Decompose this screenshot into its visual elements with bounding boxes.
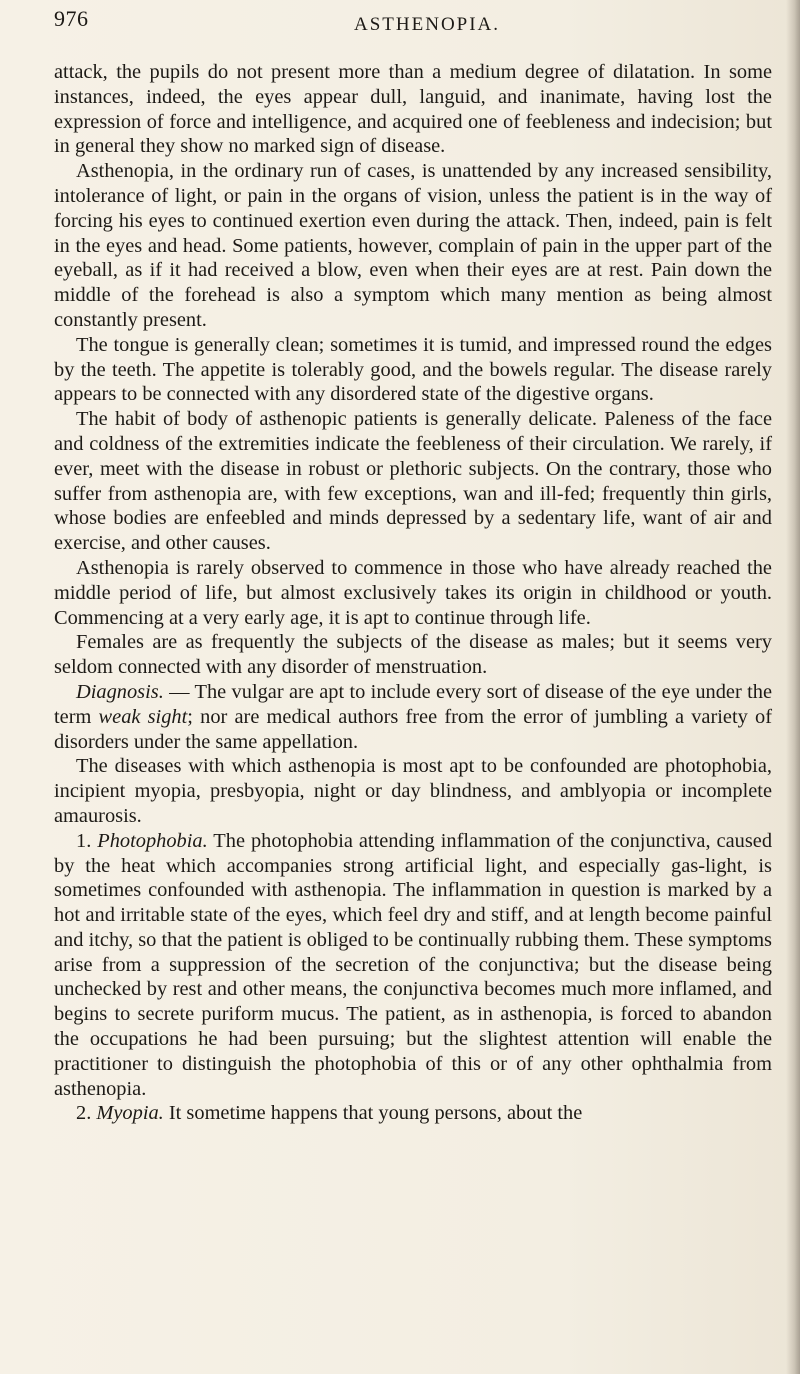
- weak-sight-term: weak sight: [98, 705, 188, 728]
- diagnosis-text: — The vulgar are apt to include every sort of disease of the eye under the term weak sight; nor are medical authors free from the error of jumbling a variety of disorders under the same appellation.: [54, 680, 772, 753]
- paragraph-1: [54, 60, 772, 159]
- paragraph-8-text: The diseases with which asthenopia is most apt to be confounded are photophobia, incipient myopia, presbyopia, night or day blindness, and amblyopia or incomplete amaurosis.: [54, 755, 772, 827]
- paragraph-3-text: The tongue is generally clean; sometimes it is tumid, and impressed round the edges by the teeth. The appetite is tolerably good, and the bowels regular. The disease rarely appears to be connected with any disordered state of the digestive organs.: [54, 333, 772, 406]
- paragraph-2-text: Asthenopia, in the ordinary run of cases, is unattended by any increased sensibility, intolerance of light, or pain in the organs of vision, unless the patient is in the way of forcing his eyes to continued exertion even during the attack. Then, indeed, pain is felt in the eyes and head. Some patients, however, complain of pain in the upper part of the eyeball, as if it had received a blow, even when their eyes are at rest. Pain down the middle of the forehead is also a symptom which many mention as being almost constantly present.: [54, 160, 772, 331]
- page-edge-shadow: [786, 0, 800, 1374]
- paragraph-diagnosis: [54, 680, 772, 754]
- paragraph-5: [54, 556, 772, 630]
- page-header: [54, 6, 774, 46]
- myopia-text: It sometime happens that young persons, about the: [163, 1102, 583, 1125]
- diagnosis-heading: Diagnosis.: [76, 680, 164, 703]
- paragraph-1-text: attack, the pupils do not present more than a medium degree of dilatation. In some instances, indeed, the eyes appear dull, languid, and inanimate, having lost the expression of force and intelligence, and acquired one of feebleness and indecision; but in general they show no marked sign of disease.: [54, 61, 772, 158]
- paragraph-5-text: Asthenopia is rarely observed to commence in those who have already reached the middle period of life, but almost exclusively takes its origin in childhood or youth. Commencing at a very early age, it is apt to continue through life.: [54, 556, 772, 629]
- paragraph-4: [54, 407, 772, 556]
- paragraph-6-text: Females are as frequently the subjects of the disease as males; but it seems very seldom connected with any disorder of menstruation.: [54, 631, 772, 679]
- paragraph-3: [54, 333, 772, 407]
- page-number: 976: [54, 6, 89, 31]
- paragraph-4-text: The habit of body of asthenopic patients is generally delicate. Paleness of the face and coldness of the extremities indicate the feebleness of their circulation. We rarely, if ever, meet with the disease in robust or plethoric subjects. On the contrary, those who suffer from asthenopia are, with few exceptions, wan and ill-fed; frequently thin girls, whose bodies are enfeebled and minds depressed by a sedentary life, want of air and exercise, and other causes.: [54, 408, 772, 555]
- photophobia-text: The photophobia attending inflammation of the conjunctiva, caused by the heat which accompanies strong artificial light, and especially gas-light, is sometimes confounded with asthenopia. The inflammation in question is marked by a hot and irritable state of the eyes, which feel dry and stiff, and at length become painful and itchy, so that the patient is obliged to be continually rubbing them. These symptoms arise from a suppression of the secretion of the conjunctiva; but the disease being unchecked by rest and other means, the conjunctiva becomes much more inflamed, and begins to secrete puriform mucus. The patient, as in asthenopia, is forced to abandon the occupations he had been pursuing; but the slightest attention will enable the practitioner to distinguish the photophobia of this or of any other ophthalmia from asthenopia.: [54, 829, 773, 1100]
- photophobia-heading: Photophobia.: [97, 829, 208, 852]
- paragraph-8: [54, 754, 772, 828]
- myopia-heading: Myopia.: [96, 1102, 164, 1125]
- paragraph-6: [54, 630, 772, 680]
- paragraph-myopia: [54, 1101, 772, 1126]
- paragraph-2: [54, 159, 772, 333]
- running-head: ASTHENOPIA.: [354, 14, 501, 35]
- photophobia-number: 1.: [76, 829, 98, 852]
- paragraph-photophobia: [54, 829, 772, 1102]
- body-text: [54, 60, 772, 1126]
- myopia-number: 2.: [76, 1102, 97, 1125]
